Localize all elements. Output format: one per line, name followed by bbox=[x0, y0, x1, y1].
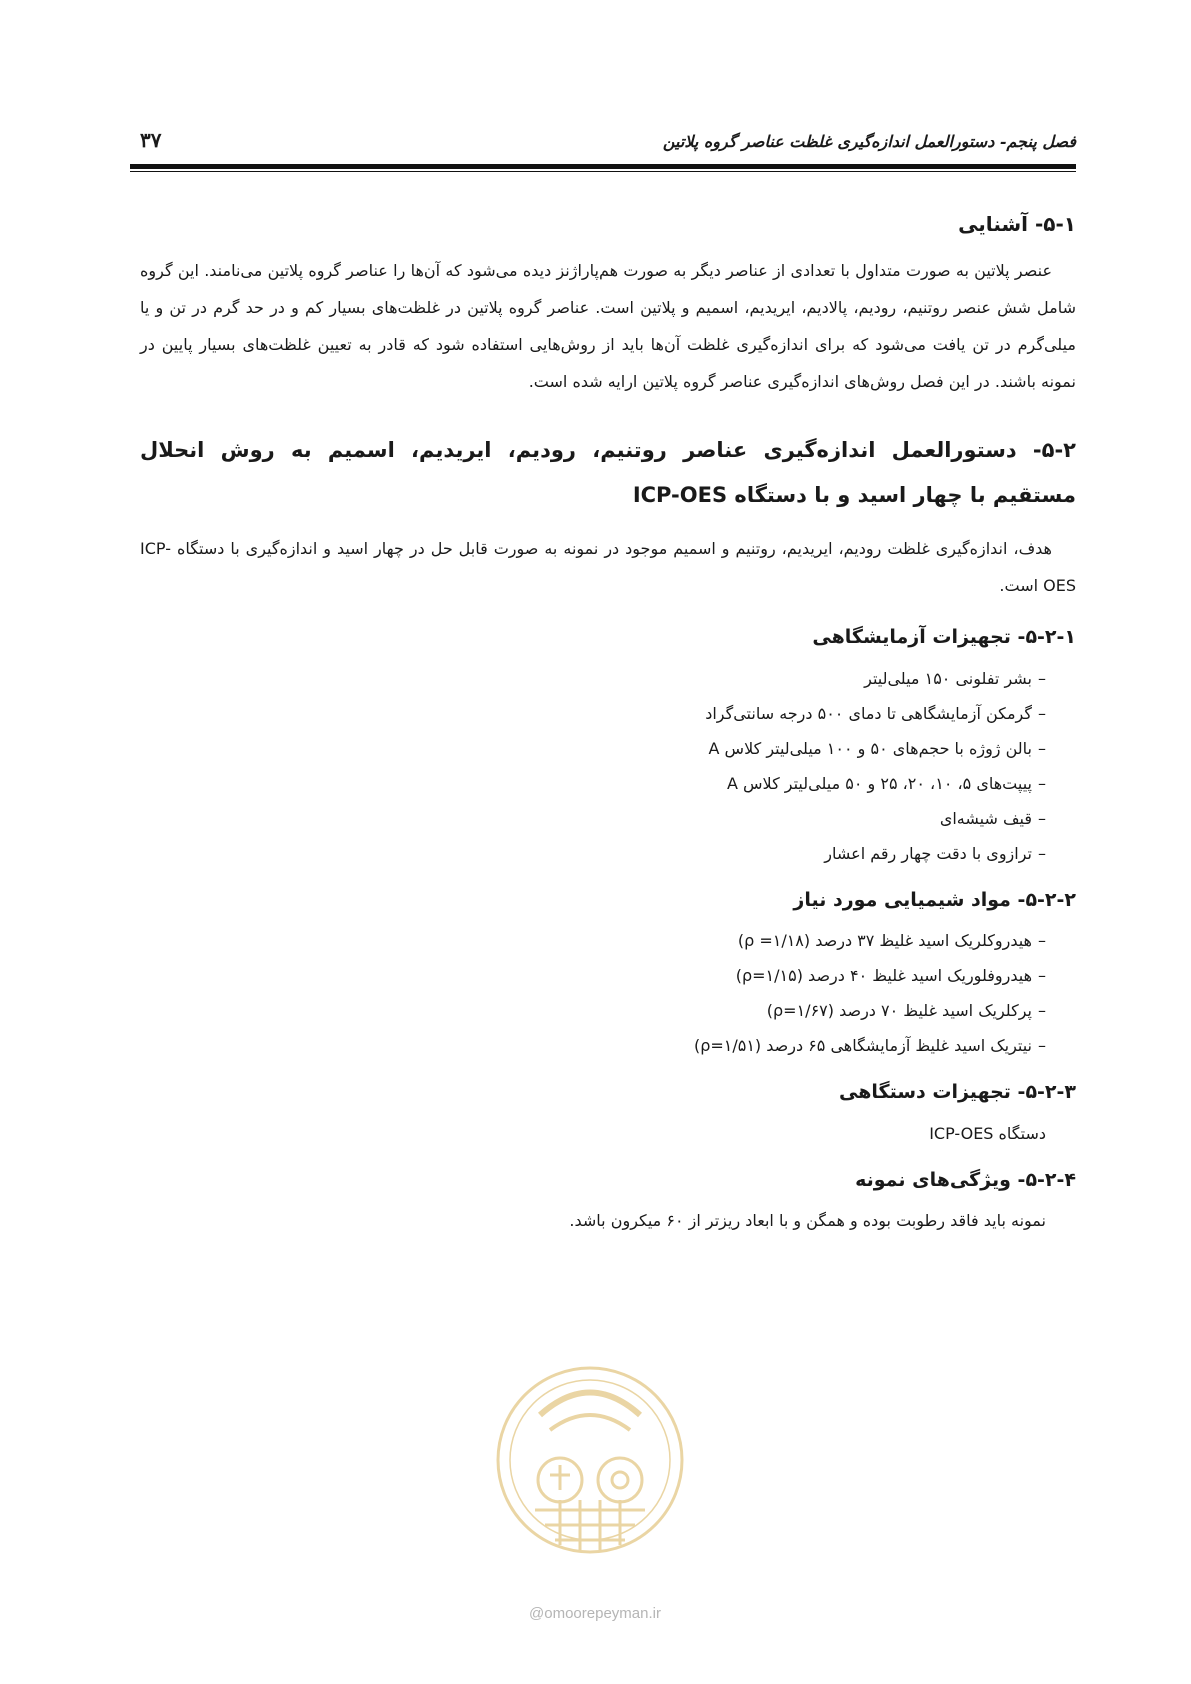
list-item: –پرکلریک اسید غلیظ ۷۰ درصد (ρ=۱/۶۷) bbox=[766, 1001, 1046, 1021]
chemicals-list bbox=[140, 923, 1046, 1063]
list-item: –پیپت‌های ۵، ۱۰، ۲۰، ۲۵ و ۵۰ میلی‌لیتر کلاس A bbox=[726, 773, 1046, 793]
header-rule-thin bbox=[130, 171, 1076, 172]
subsection-heading-lab-equipment: ۵-۲-۱- تجهیزات آزمایشگاهی bbox=[812, 626, 1076, 648]
list-dash: – bbox=[1038, 1001, 1046, 1021]
list-dash: – bbox=[1038, 668, 1046, 688]
main-content bbox=[140, 210, 1076, 1238]
page-number: ۳۷ bbox=[140, 128, 162, 152]
list-dash: – bbox=[1038, 931, 1046, 951]
intro-paragraph: عنصر پلاتین به صورت متداول با تعدادی از عناصر دیگر به صورت هم‌پاراژنز دیده می‌شود که آن‌ها را عناصر گروه پلاتین می‌نامند. این گروه شامل شش عنصر روتنیم، رودیم، پالادیم، ایریدیم، اسمیم و پلاتین است. عناصر گروه پلاتین در غلظت‌های بسیار کم و در حد گرم در تن و یا میلی‌گرم در تن یافت می‌شود که برای اندازه‌گیری غلظت آن‌ها باید از روش‌هایی استفاده شود که قادر به تعیین غلظت‌های بسیار پایین در نمونه باشند. در این فصل روش‌های اندازه‌گیری عناصر گروه پلاتین ارایه شده است. bbox=[140, 261, 1076, 391]
list-dash: – bbox=[1038, 1036, 1046, 1056]
list-dash: – bbox=[1038, 966, 1046, 986]
list-item: –بالن ژوژه با حجم‌های ۵۰ و ۱۰۰ میلی‌لیتر کلاس A bbox=[708, 738, 1046, 758]
lab-equipment-list bbox=[140, 661, 1046, 871]
subsection-heading-instrument: ۵-۲-۳- تجهیزات دستگاهی bbox=[839, 1081, 1076, 1104]
list-item: –بشر تفلونی ۱۵۰ میلی‌لیتر bbox=[864, 668, 1046, 688]
instrument-text: دستگاه ICP-OES bbox=[929, 1123, 1046, 1143]
watermark-url: @omoorepeyman.ir bbox=[529, 1605, 661, 1622]
list-dash: – bbox=[1038, 808, 1046, 828]
list-item: –هیدروفلوریک اسید غلیظ ۴۰ درصد (ρ=۱/۱۵) bbox=[735, 966, 1046, 986]
running-header bbox=[130, 120, 1076, 162]
list-item: –ترازوی با دقت چهار رقم اعشار bbox=[824, 843, 1046, 863]
aim-paragraph: هدف، اندازه‌گیری غلظت رودیم، ایریدیم، روتنیم و اسمیم موجود در نمونه به صورت قابل حل در چهار اسید و اندازه‌گیری با دستگاه ICP-OES است. bbox=[140, 539, 1076, 595]
list-dash: – bbox=[1038, 703, 1046, 723]
list-item: –نیتریک اسید غلیظ آزمایشگاهی ۶۵ درصد (ρ=۱/۵۱) bbox=[693, 1036, 1046, 1056]
list-item: –قیف شیشه‌ای bbox=[939, 808, 1046, 828]
list-dash: – bbox=[1038, 773, 1046, 793]
subsection-heading-sample: ۵-۲-۴- ویژگی‌های نمونه bbox=[855, 1168, 1076, 1191]
running-title: فصل پنجم- دستورالعمل اندازه‌گیری غلظت عناصر گروه پلاتین bbox=[662, 132, 1076, 151]
section-heading-method: ۵-۲- دستورالعمل اندازه‌گیری عناصر روتنیم، رودیم، ایریدیم، اسمیم به روش انحلال مستقیم با چهار اسید و با دستگاه ICP-OES bbox=[140, 438, 1076, 507]
list-item: –هیدروکلریک اسید غلیظ ۳۷ درصد (ρ =۱/۱۸) bbox=[737, 931, 1046, 951]
list-dash: – bbox=[1038, 843, 1046, 863]
subsection-heading-chemicals: ۵-۲-۲- مواد شیمیایی مورد نیاز bbox=[793, 888, 1076, 911]
list-dash: – bbox=[1038, 738, 1046, 758]
list-item: –گرمکن آزمایشگاهی تا دمای ۵۰۰ درجه سانتی‌گراد bbox=[705, 703, 1046, 723]
section-heading-intro: ۵-۱- آشنایی bbox=[958, 212, 1076, 236]
header-rule-thick bbox=[130, 164, 1076, 169]
sample-text: نمونه باید فاقد رطوبت بوده و همگن و با ابعاد ریزتر از ۶۰ میکرون باشد. bbox=[569, 1211, 1046, 1231]
watermark-seal-icon bbox=[480, 1360, 700, 1560]
